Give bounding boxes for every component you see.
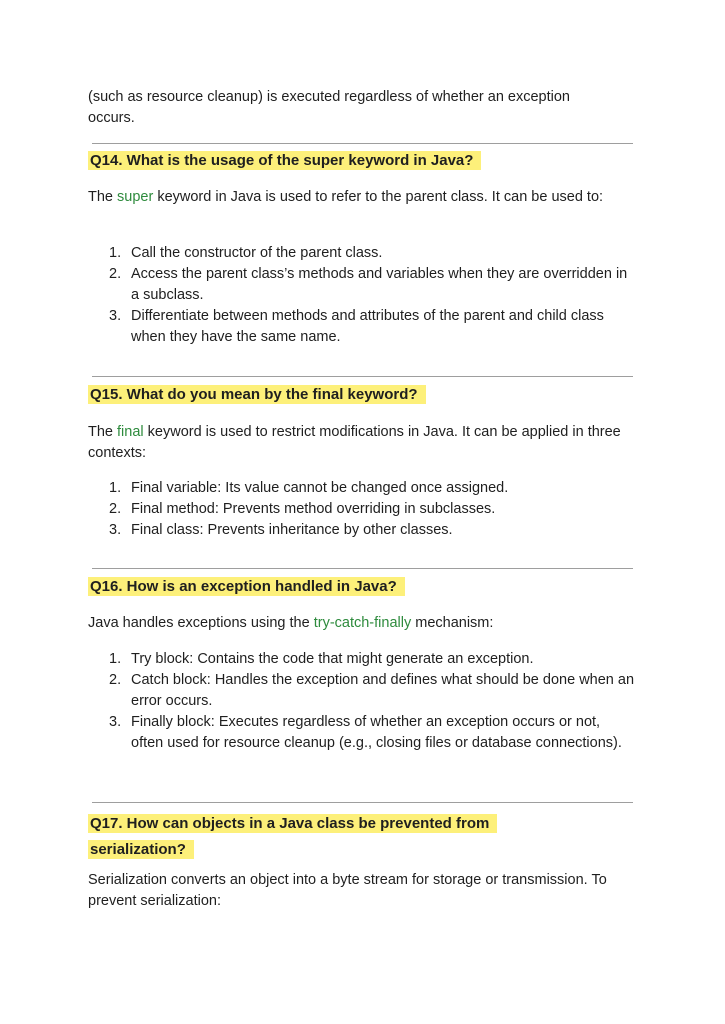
q14-title: Q14. What is the usage of the super keyword in Java? [88, 151, 481, 170]
section-divider [92, 802, 633, 803]
q15-paragraph [88, 422, 636, 464]
q16-keyword: try-catch-finally [313, 615, 412, 631]
q15-keyword: final [117, 424, 144, 440]
intro-line-1: (such as resource cleanup) is executed regardless of whether an exception [88, 89, 570, 105]
list-item-number: 1. [109, 480, 122, 496]
q16-heading [88, 575, 636, 599]
list-item-number: 3. [109, 308, 122, 324]
intro-paragraph [88, 87, 636, 129]
list-item [88, 264, 636, 306]
list-item [88, 306, 636, 348]
list-item [88, 712, 636, 754]
q17-paragraph: Serialization converts an object into a byte stream for storage or transmission. To prevent serialization: [88, 872, 607, 909]
q14-list [88, 243, 636, 348]
q16-paragraph-text-before: Java handles exceptions using the [88, 615, 314, 631]
list-item-text: Try block: Contains the code that might generate an exception. [131, 651, 534, 667]
q16-title: Q16. How is an exception handled in Java? [88, 577, 405, 596]
q14-heading [88, 149, 636, 173]
list-item [88, 520, 636, 541]
q14-paragraph-text-before: The [88, 189, 118, 205]
q16-paragraph [88, 613, 636, 634]
list-item [88, 499, 636, 520]
q14-keyword: super [117, 189, 154, 205]
section-divider [92, 568, 633, 569]
list-item-number: 1. [109, 651, 122, 667]
list-item-text: Final class: Prevents inheritance by other classes. [131, 522, 453, 538]
list-item-number: 1. [109, 245, 122, 261]
list-item [88, 649, 636, 670]
list-item-number: 3. [109, 522, 122, 538]
list-item-text: Final variable: Its value cannot be changed once assigned. [131, 480, 509, 496]
intro-line-2: occurs. [88, 110, 135, 126]
q14-paragraph-text-after: keyword in Java is used to refer to the parent class. It can be used to: [153, 189, 604, 205]
list-item-number: 2. [109, 501, 122, 517]
q15-title: Q15. What do you mean by the final keyword? [88, 385, 426, 404]
list-item [88, 670, 636, 712]
list-item-text: Catch block: Handles the exception and defines what should be done when an error occurs. [131, 672, 635, 709]
list-item-text: Access the parent class’s methods and variables when they are overridden in a subclass. [131, 266, 628, 303]
q15-list [88, 478, 636, 541]
list-item-number: 3. [109, 714, 122, 730]
q16-paragraph-text-after: mechanism: [411, 615, 494, 631]
list-item-text: Differentiate between methods and attributes of the parent and child class when they have the same name. [131, 308, 604, 345]
q17-heading [88, 811, 558, 863]
section-divider [92, 376, 633, 377]
list-item-text: Final method: Prevents method overriding in subclasses. [131, 501, 496, 517]
q15-paragraph-text-before: The [88, 424, 118, 440]
list-item-number: 2. [109, 266, 122, 282]
q17-title: Q17. How can objects in a Java class be prevented from serialization? [88, 814, 497, 859]
list-item [88, 243, 636, 264]
q14-paragraph [88, 187, 636, 208]
list-item [88, 478, 636, 499]
q15-paragraph-text-after: keyword is used to restrict modifications in Java. It can be applied in three contexts: [88, 424, 621, 461]
q15-heading [88, 383, 636, 407]
list-item-number: 2. [109, 672, 122, 688]
list-item-text: Call the constructor of the parent class. [131, 245, 383, 261]
list-item-text: Finally block: Executes regardless of whether an exception occurs or not, often used for resource cleanup (e.g., closing files or database connections). [131, 714, 622, 751]
section-divider [92, 143, 633, 144]
q16-list [88, 649, 636, 754]
